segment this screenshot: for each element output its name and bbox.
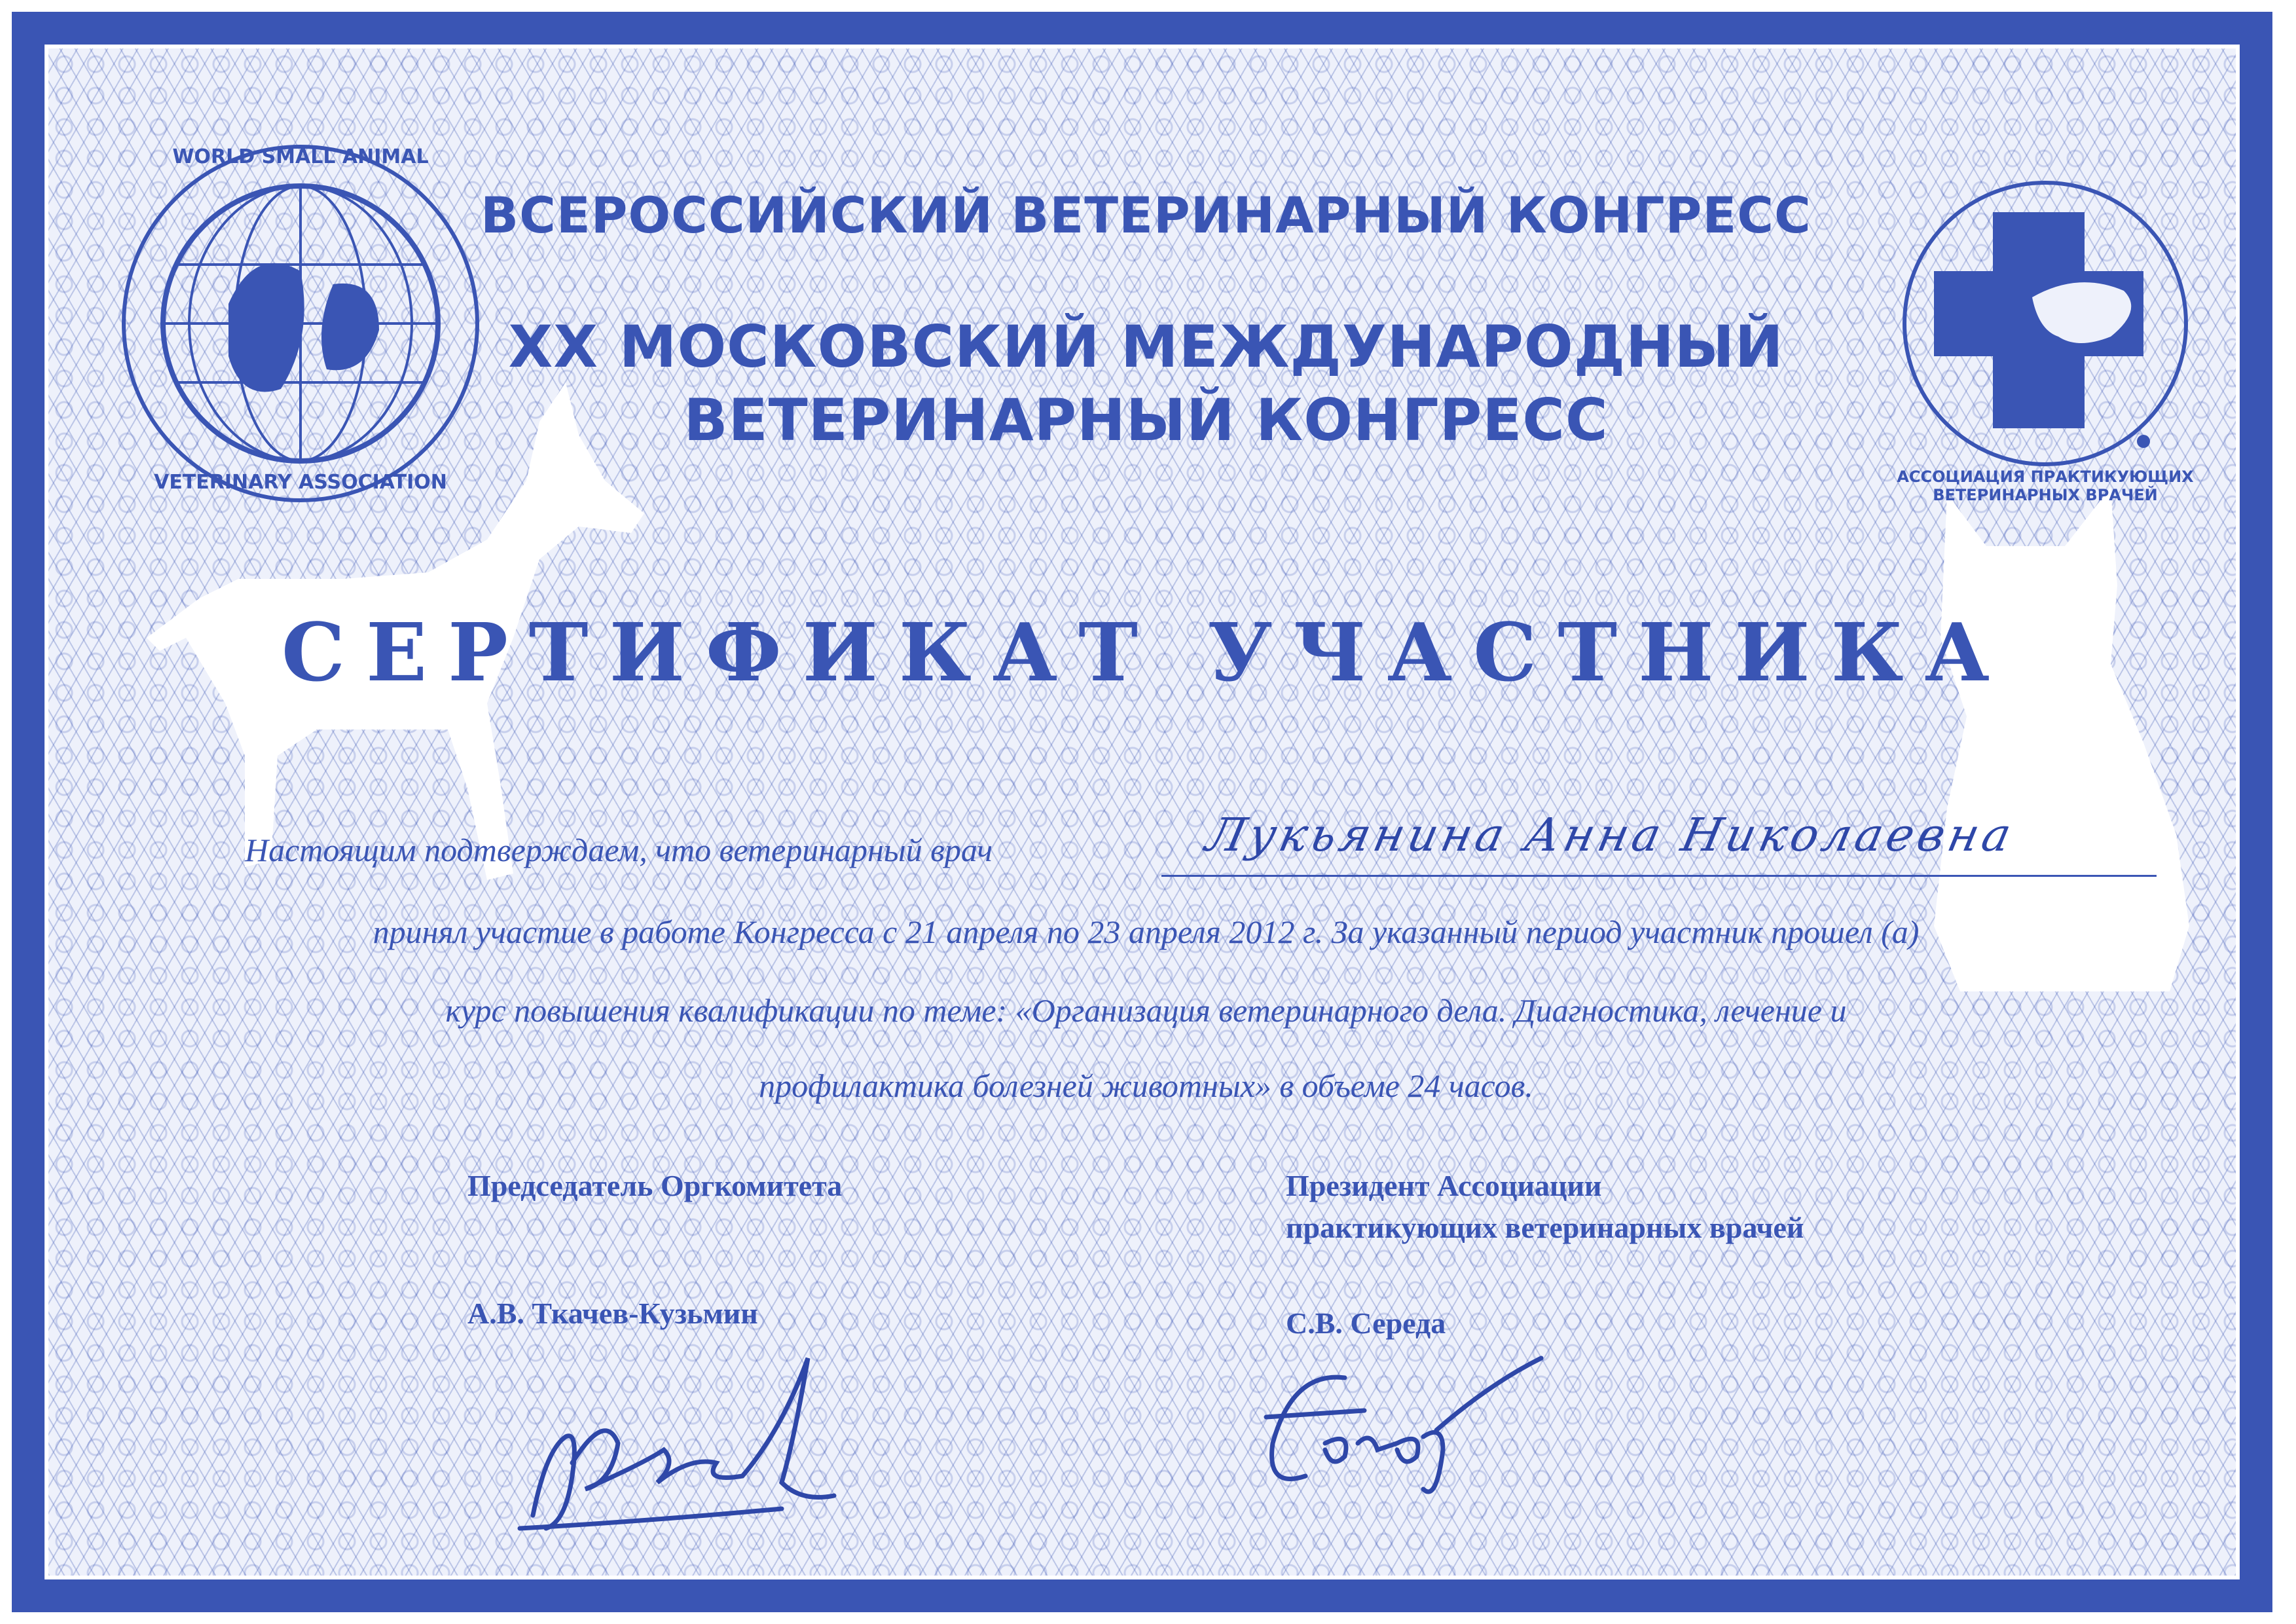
wsava-text-top: WORLD SMALL ANIMAL	[172, 145, 429, 168]
left-signatory-role: Председатель Оргкомитета	[467, 1169, 843, 1202]
association-ring-text: АССОЦИАЦИЯ ПРАКТИКУЮЩИХ ВЕТЕРИНАРНЫХ ВРАЧЕЙ	[1897, 468, 2194, 504]
certificate-title: СЕРТИФИКАТ УЧАСТНИКА	[281, 605, 2011, 699]
right-signatory-name: С.В. Середа	[1286, 1306, 1446, 1340]
congress-heading: ВСЕРОССИЙСКИЙ ВЕТЕРИНАРНЫЙ КОНГРЕСС	[481, 186, 1812, 244]
right-signatory-role	[1286, 1165, 1804, 1249]
congress-subheading-line1: XX МОСКОВСКИЙ МЕЖДУНАРОДНЫЙ	[508, 313, 1784, 380]
right-signatory-role-line2: практикующих ветеринарных врачей	[1286, 1211, 1804, 1244]
wsava-text-bottom: VETERINARY ASSOCIATION	[154, 471, 447, 494]
recipient-underline	[1161, 875, 2157, 877]
recipient-name	[1181, 808, 2150, 874]
body-line-3: курс повышения квалификации по теме: «Организация ветеринарного дела. Диагностика, лечение и	[445, 992, 1847, 1029]
left-signatory-name: А.В. Ткачев-Кузьмин	[467, 1297, 758, 1330]
certificate-paper	[45, 45, 2240, 1579]
body-line-4: профилактика болезней животных» в объеме 24 часов.	[759, 1067, 1533, 1104]
certificate-border	[12, 12, 2272, 1612]
congress-subheading-line2: ВЕТЕРИНАРНЫЙ КОНГРЕСС	[683, 386, 1609, 454]
right-signatory-role-line1: Президент Ассоциации	[1286, 1169, 1602, 1202]
recipient-name-text: Лукьянина Анна Николаевна	[1201, 808, 2020, 862]
body-line-2: принял участие в работе Конгресса с 21 апреля по 23 апреля 2012 г. За указанный период участник прошел (а)	[373, 913, 1920, 950]
left-signature	[507, 1332, 847, 1548]
right-signature	[1227, 1332, 1567, 1528]
body-line-1: Настоящим подтверждаем, что ветеринарный врач	[245, 832, 993, 868]
congress-subheading	[48, 310, 2240, 457]
